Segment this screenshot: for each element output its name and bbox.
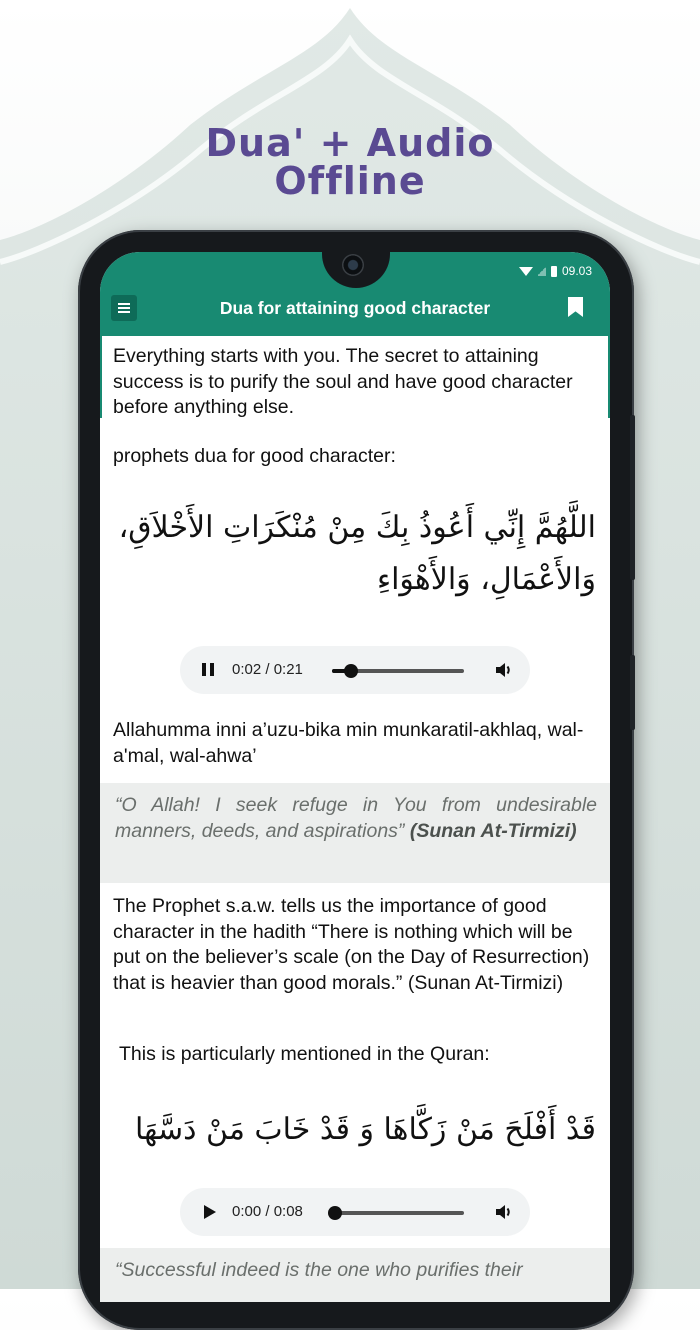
translation-quote: “O Allah! I seek refuge in You from undesirable manners, deeds, and aspirations” [115, 794, 597, 842]
phone-side-button-upper [630, 415, 635, 580]
camera-icon [342, 254, 364, 276]
translation-text-2: “Successful indeed is the one who purifies their [115, 1259, 523, 1281]
promo-title [0, 121, 700, 203]
promo-title-line1: Dua' + Audio [205, 121, 495, 165]
signal-icon [538, 266, 546, 276]
audio-time-2: 0:00 / 0:08 [232, 1203, 303, 1220]
intro-text: Everything starts with you. The secret to attaining success is to purify the soul and have good character before anything else. [113, 345, 573, 418]
battery-icon [551, 266, 557, 277]
promo-title-line2: Offline [274, 159, 426, 203]
status-bar [519, 264, 592, 278]
translation-text [115, 793, 597, 844]
audio-time: 0:02 / 0:21 [232, 661, 303, 678]
page-title: Dua for attaining good character [219, 298, 491, 318]
volume-icon[interactable] [494, 661, 514, 679]
play-button[interactable] [200, 1203, 218, 1221]
quran-arabic-text: قَدْ أَفْلَحَ مَنْ زَكَّاهَا وَ قَدْ خَابَ مَنْ دَسَّهَا [134, 1112, 596, 1147]
hadith-text: The Prophet s.a.w. tells us the importance of good character in the hadith “There is nothing which will be put on the believer’s scale (on the Day of Resurrection) that is heavier than good morals.” (Sunan At-Tirmizi) [113, 895, 590, 994]
dua-arabic-text: اللَّهُمَّ إِنِّي أَعُوذُ بِكَ مِنْ مُنْكَرَاتِ الأَخْلاَقِ، وَالأَعْمَالِ، وَالأَهْوَاءِ [118, 510, 596, 597]
menu-icon-line [118, 307, 130, 309]
phone-side-button-lower [630, 655, 635, 730]
audio-seek-thumb[interactable] [344, 664, 358, 678]
transliteration-text: Allahumma inni a’uzu-bika min munkaratil-akhlaq, wal-a'mal, wal-ahwa’ [113, 719, 584, 767]
menu-icon-line [118, 311, 130, 313]
status-time: 09.03 [561, 264, 592, 278]
menu-icon [118, 303, 130, 305]
phone-screen [100, 252, 610, 1302]
audio-seek-bar-2[interactable] [332, 1211, 464, 1215]
section-heading: prophets dua for good character: [113, 445, 396, 467]
audio-seek-thumb-2[interactable] [328, 1206, 342, 1220]
quran-intro-text: This is particularly mentioned in the Quran: [119, 1043, 490, 1065]
audio-player [180, 646, 530, 694]
menu-button[interactable] [111, 295, 137, 321]
translation-source: (Sunan At-Tirmizi) [409, 819, 577, 842]
volume-icon[interactable] [494, 1203, 514, 1221]
wifi-icon [519, 267, 533, 276]
play-icon [204, 1205, 216, 1219]
pause-icon [202, 663, 206, 676]
pause-icon-bar [210, 663, 214, 676]
app-bar [100, 252, 610, 336]
pause-button[interactable] [200, 661, 218, 679]
audio-seek-bar[interactable] [332, 669, 464, 673]
audio-player-2 [180, 1188, 530, 1236]
bookmark-icon[interactable] [568, 297, 583, 317]
